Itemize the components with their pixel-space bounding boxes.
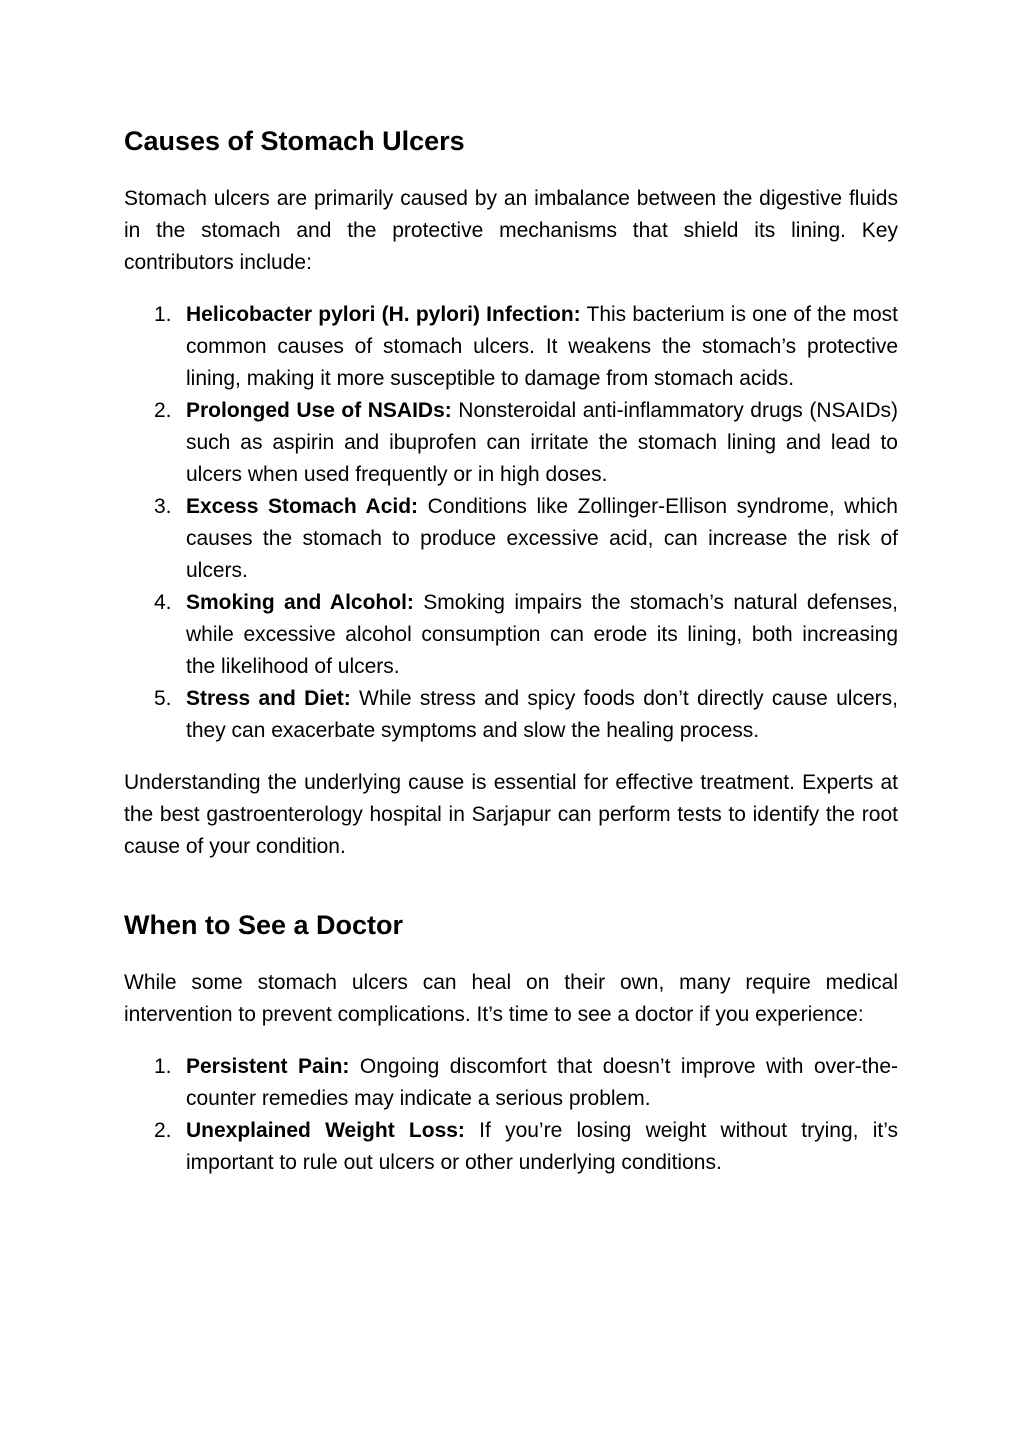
list-item-term: Persistent Pain: <box>186 1055 350 1078</box>
section-heading-causes: Causes of Stomach Ulcers <box>124 126 465 156</box>
doctor-intro-paragraph: While some stomach ulcers can heal on their own, many require medical intervention to prevent complications. It’s time to see a doctor if you experience: <box>124 971 898 1026</box>
list-item-term: Unexplained Weight Loss: <box>186 1119 465 1142</box>
list-item-text: Smoking impairs the stomach’s natural defenses, while excessive alcohol consumption can erode its lining, both increasing the likelihood of ulcers. <box>186 591 898 678</box>
list-item-number: 3. <box>154 495 172 518</box>
list-item-text: If you’re losing weight without trying, it’s important to rule out ulcers or other underlying conditions. <box>186 1119 898 1174</box>
list-item-text: This bacterium is one of the most common causes of stomach ulcers. It weakens the stomach’s protective lining, making it more susceptible to damage from stomach acids. <box>186 303 898 390</box>
list-item <box>124 491 898 587</box>
section-heading-doctor: When to See a Doctor <box>124 910 404 940</box>
list-item-number: 1. <box>154 303 172 326</box>
list-item-term: Prolonged Use of NSAIDs: <box>186 399 452 422</box>
list-item <box>124 1051 898 1115</box>
causes-intro-paragraph: Stomach ulcers are primarily caused by an imbalance between the digestive fluids in the stomach and the protective mechanisms that shield its lining. Key contributors include: <box>124 187 898 274</box>
list-item-term: Stress and Diet: <box>186 687 351 710</box>
list-item-term: Smoking and Alcohol: <box>186 591 414 614</box>
list-item <box>124 395 898 491</box>
list-item-number: 5. <box>154 687 172 710</box>
list-item-number: 2. <box>154 399 172 422</box>
list-item <box>124 587 898 683</box>
list-item-text: Nonsteroidal anti-inflammatory drugs (NSAIDs) such as aspirin and ibuprofen can irritate the stomach lining and lead to ulcers when used frequently or in high doses. <box>186 399 898 486</box>
causes-outro-paragraph: Understanding the underlying cause is essential for effective treatment. Experts at the best gastroenterology hospital in Sarjapur can perform tests to identify the root cause of your condition. <box>124 771 898 858</box>
list-item-number: 4. <box>154 591 172 614</box>
list-item <box>124 683 898 747</box>
list-item-text: Ongoing discomfort that doesn’t improve with over-the-counter remedies may indicate a serious problem. <box>186 1055 898 1110</box>
list-item-number: 1. <box>154 1055 172 1078</box>
list-item-term: Helicobacter pylori (H. pylori) Infection: <box>186 303 581 326</box>
list-item <box>124 299 898 395</box>
list-item <box>124 1115 898 1179</box>
list-item-number: 2. <box>154 1119 172 1142</box>
list-item-term: Excess Stomach Acid: <box>186 495 419 518</box>
list-item-text: While stress and spicy foods don’t directly cause ulcers, they can exacerbate symptoms and slow the healing process. <box>186 687 898 742</box>
doctor-list <box>124 1051 898 1179</box>
causes-list <box>124 299 898 747</box>
list-item-text: Conditions like Zollinger-Ellison syndrome, which causes the stomach to produce excessive acid, can increase the risk of ulcers. <box>186 495 898 582</box>
